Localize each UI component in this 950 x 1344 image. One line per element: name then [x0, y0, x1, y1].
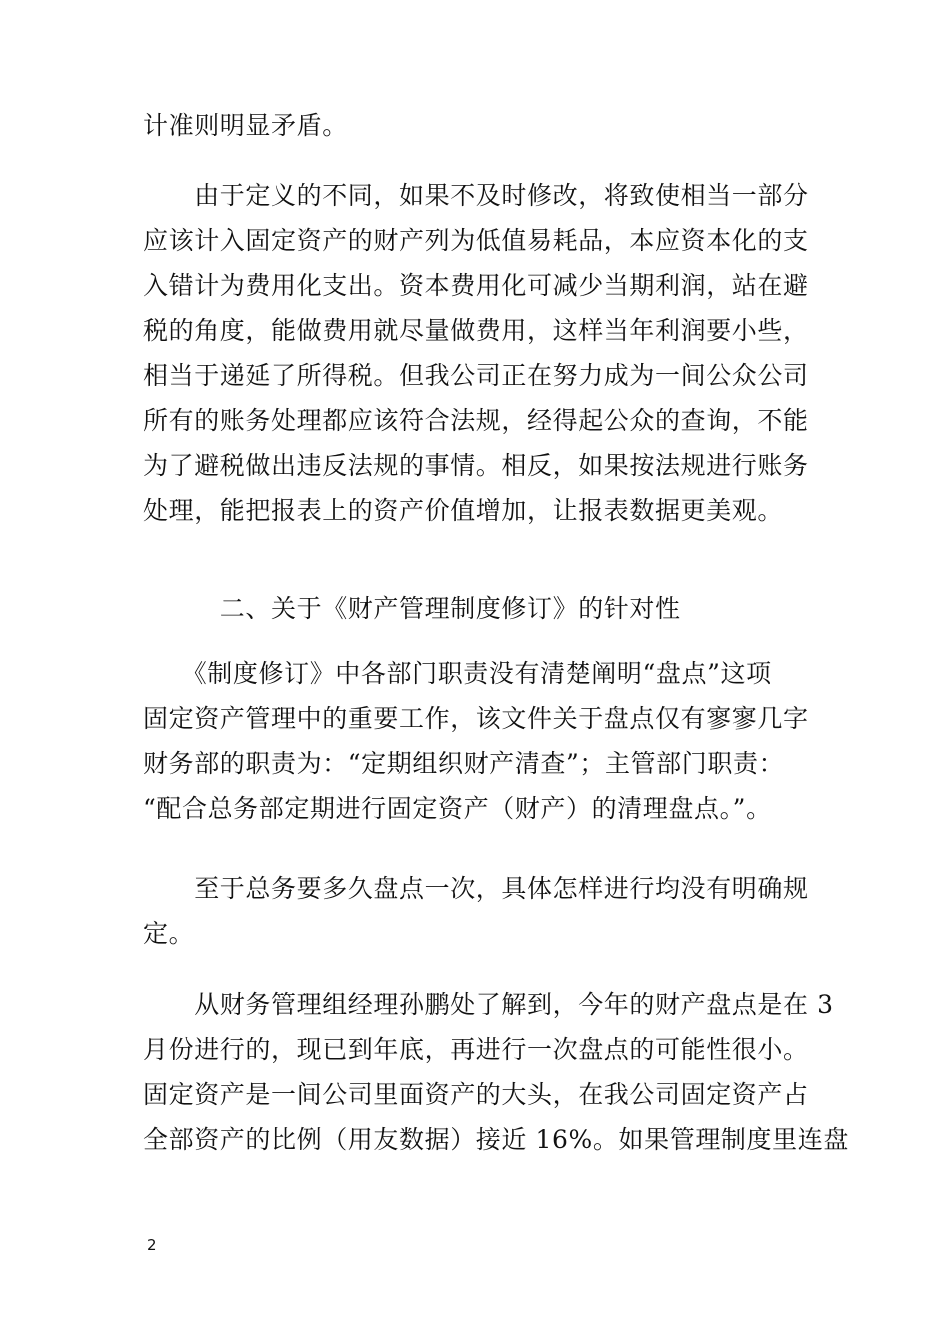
text-line: 月份进行的，现已到年底，再进行一次盘点的可能性很小。: [143, 1035, 809, 1064]
page-number: 2: [147, 1236, 157, 1254]
text-line: 定。: [143, 919, 195, 948]
text-line: 固定资产是一间公司里面资产的大头，在我公司固定资产占: [143, 1080, 809, 1109]
section-heading: [143, 586, 843, 631]
text-line: 从财务管理组经理孙鹏处了解到，今年的财产盘点是在 3: [143, 990, 834, 1019]
text-line: 为了避税做出违反法规的事情。相反，如果按法规进行账务: [143, 451, 809, 480]
text-line: 由于定义的不同，如果不及时修改，将致使相当一部分: [143, 181, 809, 210]
paragraph-inventory-frequency: [143, 866, 843, 956]
text-line: 全部资产的比例（用友数据）接近 16%。如果管理制度里连盘: [143, 1125, 849, 1154]
heading-text: 二、关于《财产管理制度修订》的针对性: [143, 594, 681, 623]
text-line: 处理，能把报表上的资产价值增加，让报表数据更美观。: [143, 496, 784, 525]
text-line: 至于总务要多久盘点一次，具体怎样进行均没有明确规: [143, 874, 809, 903]
text-line: 计准则明显矛盾。: [143, 111, 348, 140]
text-line: “配合总务部定期进行固定资产（财产）的清理盘点。”。: [143, 794, 772, 823]
text-line: 应该计入固定资产的财产列为低值易耗品，本应资本化的支: [143, 226, 809, 255]
text-line: 相当于递延了所得税。但我公司正在努力成为一间公众公司: [143, 361, 809, 390]
paragraph-continuation: [143, 103, 843, 148]
text-line: 所有的账务处理都应该符合法规，经得起公众的查询，不能: [143, 406, 809, 435]
text-line: 固定资产管理中的重要工作，该文件关于盘点仅有寥寥几字: [143, 704, 809, 733]
text-line: 财务部的职责为：“定期组织财产清查”；主管部门职责：: [143, 749, 785, 778]
paragraph-inventory-duties: [143, 651, 843, 831]
paragraph-definition-difference: [143, 173, 843, 533]
text-line: 《制度修订》中各部门职责没有清楚阐明“盘点”这项: [143, 659, 772, 688]
text-line: 入错计为费用化支出。资本费用化可减少当期利润，站在避: [143, 271, 809, 300]
paragraph-fixed-assets: [143, 982, 849, 1162]
text-line: 税的角度，能做费用就尽量做费用，这样当年利润要小些，: [143, 316, 809, 345]
